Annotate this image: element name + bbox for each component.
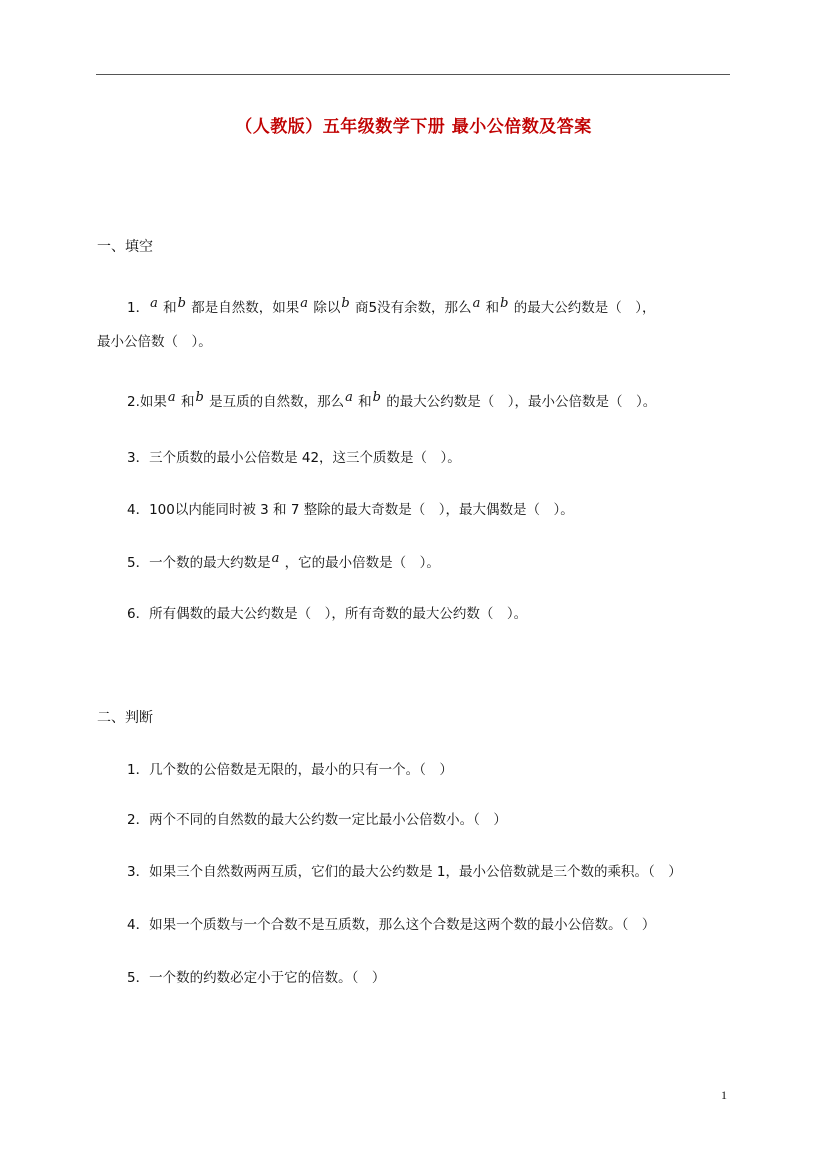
document-title: （人教版）五年级数学下册 最小公倍数及答案 [235,117,592,137]
section-heading-judgement: 二、判断 [97,710,153,726]
q2-text: 和 [358,394,372,410]
question-6: 6．所有偶数的最大公约数是（ ），所有奇数的最大公约数（ ）。 [127,606,528,622]
header-rule [96,74,730,75]
judgement-item-4: 4．如果一个质数与一个合数不是互质数，那么这个合数是这两个数的最小公倍数。（ ） [127,917,656,933]
q1-number: 1． [127,300,150,316]
judgement-item-1: 1．几个数的公倍数是无限的，最小的只有一个。（ ） [127,762,453,778]
q5-text: 5．一个数的最大约数是 [127,555,271,571]
var-b: b [500,296,509,311]
q2-text: 和 [180,394,195,410]
question-1-line-2: 最小公倍数（ ）。 [97,334,212,350]
q1-text: 和 [485,300,500,316]
var-a: a [300,296,309,311]
var-b: b [177,296,186,311]
q1-text: 商5没有余数，那么 [354,300,472,316]
question-2 [127,390,656,410]
q2-text: 2.如果 [127,394,167,410]
judgement-item-5: 5．一个数的约数必定小于它的倍数。（ ） [127,970,386,986]
question-4: 4．100以内能同时被 3 和 7 整除的最大奇数是（ ），最大偶数是（ ）。 [127,502,574,518]
judgement-item-3: 3．如果三个自然数两两互质，它们的最大公约数是 1，最小公倍数就是三个数的乘积。（ ） [127,864,682,880]
page-number: 1 [721,1088,727,1102]
q1-text: 的最大公约数是（ ）， [513,300,656,316]
var-b: b [372,390,381,405]
question-5 [127,551,440,571]
var-a: a [271,551,280,566]
q1-text: 都是自然数，如果 [191,300,300,316]
q2-text: 的最大公约数是（ ），最小公倍数是（ ）。 [386,394,657,410]
var-a: a [345,390,353,405]
var-b: b [341,296,350,311]
var-a: a [150,296,158,311]
var-a: a [167,390,176,405]
question-1 [127,296,656,316]
judgement-item-2: 2．两个不同的自然数的最大公约数一定比最小公倍数小。（ ） [127,812,507,828]
q5-text: ，它的最小倍数是（ ）。 [284,555,440,571]
question-3: 3．三个质数的最小公倍数是 42，这三个质数是（ ）。 [127,450,461,466]
var-a: a [472,296,481,311]
q1-text-and: 和 [163,300,177,316]
section-heading-fill-in: 一、填空 [97,239,153,255]
var-b: b [195,390,204,405]
q2-text: 是互质的自然数，那么 [209,394,345,410]
q1-text: 除以 [313,300,341,316]
